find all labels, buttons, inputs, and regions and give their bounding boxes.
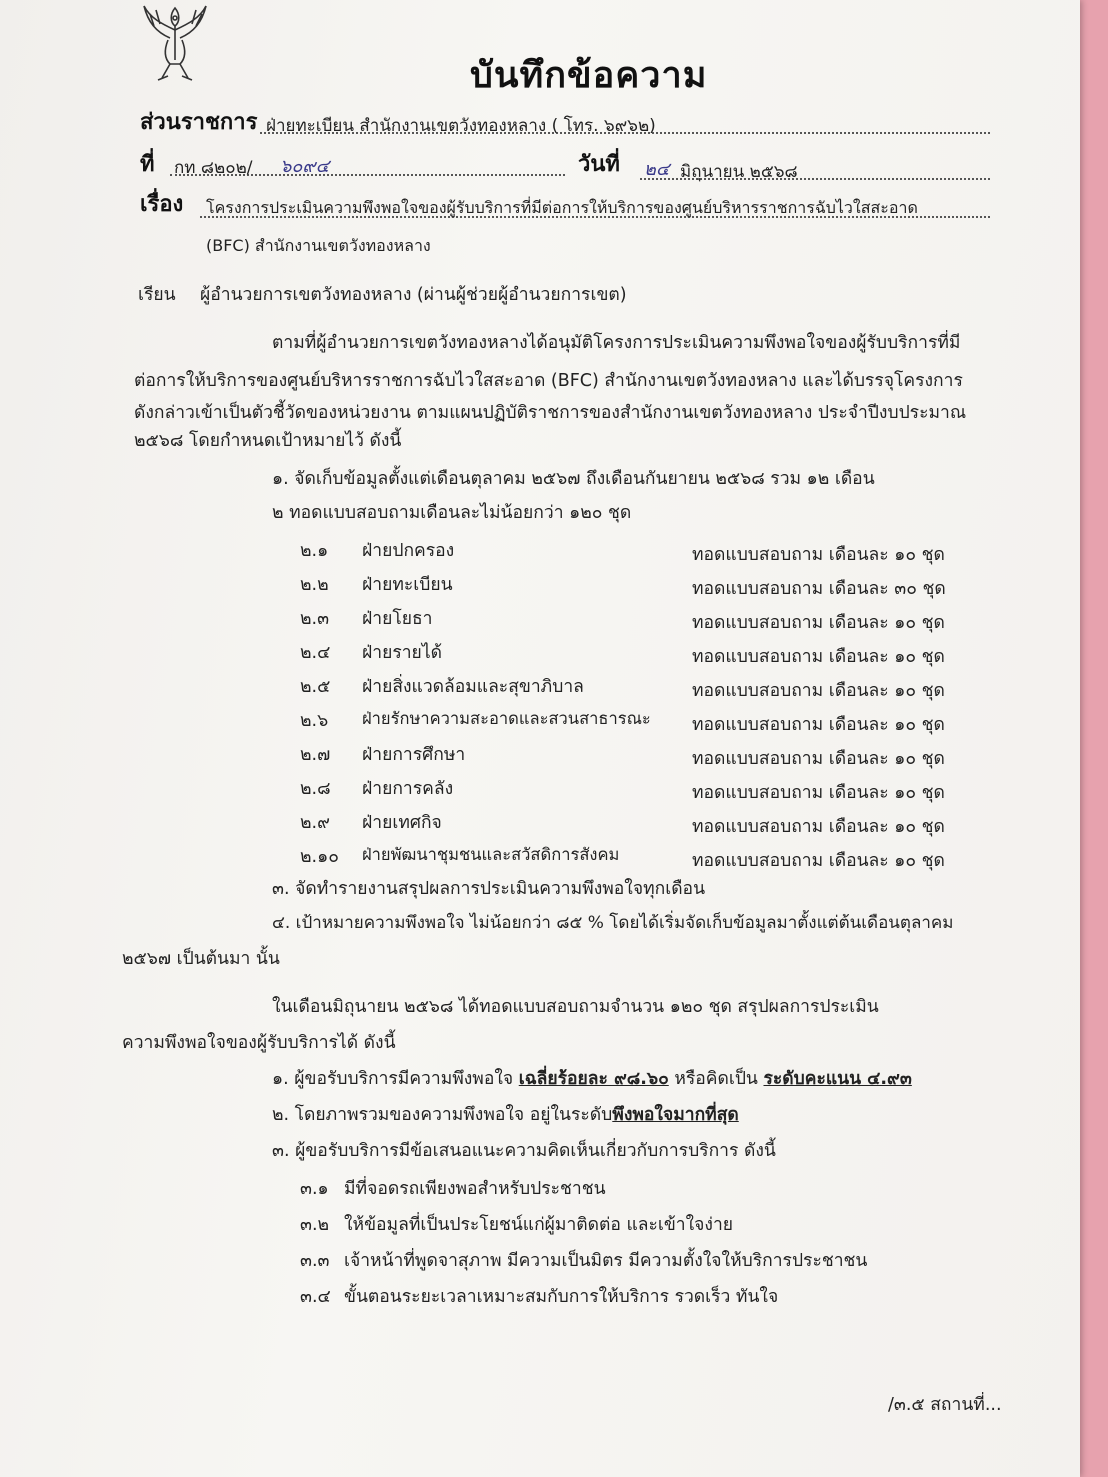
- list-item-name: ฝ่ายโยธา: [362, 609, 433, 629]
- target-item-4-line-2: ๒๕๖๗ เป็นต้นมา นั้น: [122, 949, 280, 969]
- doc-number-handwritten: ๖๐๙๔: [280, 156, 330, 177]
- list-item-name: ฝ่ายพัฒนาชุมชนและสวัสดิการสังคม: [362, 845, 620, 864]
- intro-line-4: ๒๕๖๘ โดยกำหนดเป้าหมายไว้ ดังนี้: [134, 431, 402, 451]
- result-2-text: ๒. โดยภาพรวมของความพึงพอใจ อยู่ในระดับ: [272, 1105, 613, 1125]
- list-item-qty: ทอดแบบสอบถาม เดือนละ ๓๐ ชุด: [692, 579, 946, 599]
- result-item-3: ๓. ผู้ขอรับบริการมีข้อเสนอแนะความคิดเห็นเกี่ยวกับการบริการ ดังนี้: [272, 1141, 776, 1161]
- intro-line-3: ดังกล่าวเข้าเป็นตัวชี้วัดของหน่วยงาน ตามแผนปฏิบัติราชการของสำนักงานเขตวังทองหลาง ประจำปีงบประมาณ: [134, 403, 967, 423]
- list-item-qty: ทอดแบบสอบถาม เดือนละ ๑๐ ชุด: [692, 783, 945, 803]
- list-item-name: ฝ่ายทะเบียน: [362, 575, 453, 595]
- target-item-4-line-1: ๔. เป้าหมายความพึงพอใจ ไม่น้อยกว่า ๘๕ % โดยได้เริ่มจัดเก็บข้อมูลมาตั้งแต่ต้นเดือนตุลาคม: [272, 913, 954, 933]
- to-label: เรียน: [138, 285, 176, 305]
- suggestion-num: ๓.๓: [300, 1251, 330, 1271]
- dept-label: ส่วนราชการ: [140, 110, 258, 135]
- list-item: ๒.๘: [300, 779, 331, 799]
- list-item-name: ฝ่ายการศึกษา: [362, 745, 466, 765]
- list-item: ๒.๙: [300, 813, 330, 833]
- list-item: ๒.๖: [300, 711, 329, 731]
- list-item: ๒.๑๐: [300, 847, 339, 867]
- list-item-qty: ทอดแบบสอบถาม เดือนละ ๑๐ ชุด: [692, 681, 945, 701]
- subject-line-2: (BFC) สำนักงานเขตวังทองหลาง: [206, 236, 431, 255]
- list-item-name: ฝ่ายการคลัง: [362, 779, 454, 799]
- memo-title: บันทึกข้อความ: [470, 55, 708, 96]
- suggestion-text: ให้ข้อมูลที่เป็นประโยชน์แก่ผู้มาติดต่อ และเข้าใจง่าย: [344, 1215, 734, 1235]
- results-line-1: ในเดือนมิถุนายน ๒๕๖๘ ได้ทอดแบบสอบถามจำนวน ๑๒๐ ชุด สรุปผลการประเมิน: [272, 997, 879, 1017]
- suggestion-text: มีที่จอดรถเพียงพอสำหรับประชาชน: [344, 1179, 606, 1199]
- list-item-qty: ทอดแบบสอบถาม เดือนละ ๑๐ ชุด: [692, 749, 945, 769]
- result-1-score: ระดับคะแนน ๔.๙๓: [763, 1069, 912, 1089]
- list-item-qty: ทอดแบบสอบถาม เดือนละ ๑๐ ชุด: [692, 715, 945, 735]
- result-1-text: ๑. ผู้ขอรับบริการมีความพึงพอใจ: [272, 1069, 514, 1089]
- date-label: วันที่: [578, 152, 620, 177]
- list-item-qty: ทอดแบบสอบถาม เดือนละ ๑๐ ชุด: [692, 647, 945, 667]
- result-item-1: [272, 1066, 912, 1092]
- result-2-level: พึงพอใจมากที่สุด: [612, 1105, 739, 1125]
- list-item: ๒.๒: [300, 575, 329, 595]
- subject-label: เรื่อง: [140, 192, 184, 217]
- suggestion-num: ๓.๒: [300, 1215, 330, 1235]
- intro-line-2: ต่อการให้บริการของศูนย์บริหารราชการฉับไวใสสะอาด (BFC) สำนักงานเขตวังทองหลาง และได้บรรจุโครงการ: [134, 371, 963, 391]
- list-item: ๒.๑: [300, 541, 329, 561]
- target-item-2: ๒ ทอดแบบสอบถามเดือนละไม่น้อยกว่า ๑๒๐ ชุด: [272, 503, 632, 523]
- date-value: มิถุนายน ๒๕๖๘: [680, 162, 798, 182]
- list-item-name: ฝ่ายปกครอง: [362, 541, 455, 561]
- list-item-qty: ทอดแบบสอบถาม เดือนละ ๑๐ ชุด: [692, 613, 945, 633]
- suggestion-num: ๓.๔: [300, 1287, 331, 1307]
- subject-line-1: โครงการประเมินความพึงพอใจของผู้รับบริการที่มีต่อการให้บริการของศูนย์บริหารราชการฉับไวใสสะอาด: [206, 198, 918, 217]
- target-item-1: ๑. จัดเก็บข้อมูลตั้งแต่เดือนตุลาคม ๒๕๖๗ ถึงเดือนกันยายน ๒๕๖๘ รวม ๑๒ เดือน: [272, 469, 875, 489]
- suggestion-num: ๓.๑: [300, 1179, 329, 1199]
- list-item-qty: ทอดแบบสอบถาม เดือนละ ๑๐ ชุด: [692, 851, 945, 871]
- dept-value: ฝ่ายทะเบียน สำนักงานเขตวังทองหลาง ( โทร. ๖๙๖๒): [266, 116, 656, 136]
- list-item-name: ฝ่ายเทศกิจ: [362, 813, 442, 833]
- to-value: ผู้อำนวยการเขตวังทองหลาง (ผ่านผู้ช่วยผู้อำนวยการเขต): [200, 285, 627, 305]
- target-item-3: ๓. จัดทำรายงานสรุปผลการประเมินความพึงพอใจทุกเดือน: [272, 879, 706, 899]
- list-item: ๒.๗: [300, 745, 331, 765]
- list-item-name: ฝ่ายรักษาความสะอาดและสวนสาธารณะ: [362, 709, 651, 728]
- suggestion-text: ขั้นตอนระยะเวลาเหมาะสมกับการให้บริการ รวดเร็ว ทันใจ: [344, 1287, 779, 1307]
- intro-line-1: ตามที่ผู้อำนวยการเขตวังทองหลางได้อนุมัติโครงการประเมินความพึงพอใจของผู้รับบริการที่มี: [272, 333, 961, 353]
- doc-number-value: กท ๘๒๐๒/: [174, 158, 253, 178]
- list-item-name: ฝ่ายสิ่งแวดล้อมและสุขาภิบาล: [362, 677, 584, 697]
- list-item: ๒.๔: [300, 643, 331, 663]
- result-1-mid: หรือคิดเป็น: [674, 1069, 758, 1089]
- list-item: ๒.๓: [300, 609, 330, 629]
- doc-number-label: ที่: [140, 152, 155, 177]
- list-item-qty: ทอดแบบสอบถาม เดือนละ ๑๐ ชุด: [692, 817, 945, 837]
- results-line-2: ความพึงพอใจของผู้รับบริการได้ ดังนี้: [122, 1033, 396, 1053]
- result-item-2: [272, 1102, 739, 1128]
- suggestion-text: เจ้าหน้าที่พูดจาสุภาพ มีความเป็นมิตร มีความตั้งใจให้บริการประชาชน: [344, 1251, 868, 1271]
- list-item-qty: ทอดแบบสอบถาม เดือนละ ๑๐ ชุด: [692, 545, 945, 565]
- page-continuation: /๓.๕ สถานที่...: [888, 1395, 1002, 1415]
- result-1-average: เฉลี่ยร้อยละ ๙๘.๖๐: [518, 1069, 669, 1089]
- list-item-name: ฝ่ายรายได้: [362, 643, 442, 663]
- date-day-handwritten: ๒๔: [644, 159, 670, 180]
- list-item: ๒.๕: [300, 677, 331, 697]
- garuda-emblem-icon: [140, 0, 210, 84]
